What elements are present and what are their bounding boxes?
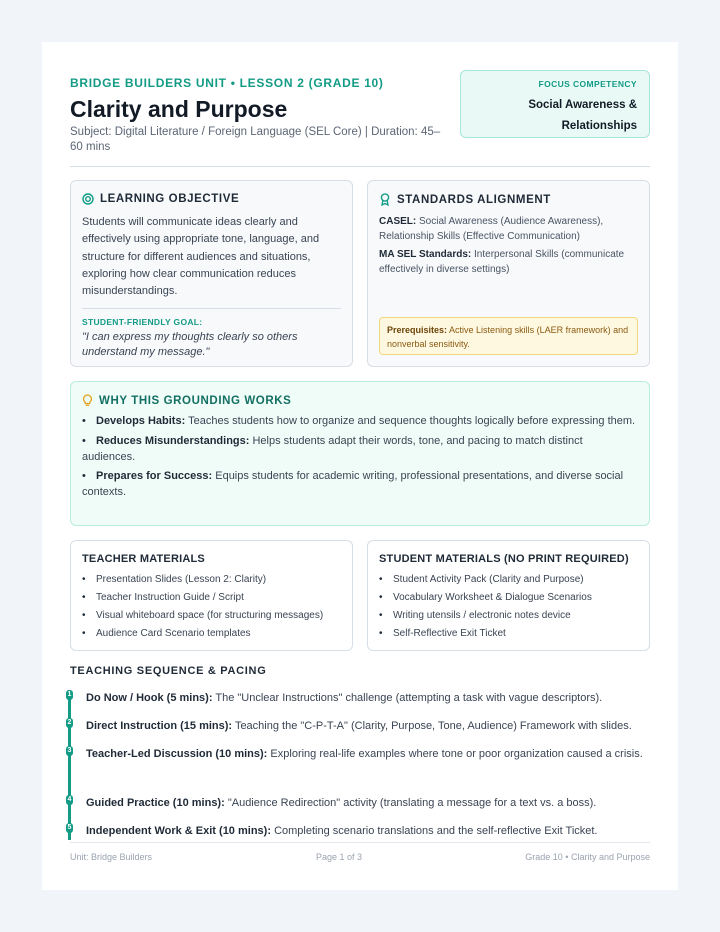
list-item: • Vocabulary Worksheet & Dialogue Scenarios — [379, 592, 592, 603]
timeline-line — [68, 690, 71, 840]
prerequisites-note — [379, 317, 638, 355]
ma-standard — [379, 247, 638, 277]
material-text: Vocabulary Worksheet & Dialogue Scenarios — [393, 592, 592, 603]
prereq-label: Prerequisites: — [387, 325, 448, 335]
step-text: The "Unclear Instructions" challenge (attempting a task with vague descriptors). — [215, 692, 603, 704]
list-item: • Writing utensils / electronic notes device — [379, 610, 571, 621]
why-item-label: Reduces Misunderstandings: — [96, 434, 250, 447]
goal-label: STUDENT-FRIENDLY GOAL: — [82, 317, 203, 328]
why-heading — [82, 394, 638, 407]
why-heading-text: WHY THIS GROUNDING WORKS — [99, 394, 292, 407]
objective-text: Students will communicate ideas clearly and effectively using appropriate tone, language, and structure for different audiences and situations, exploring how clear communication reduces misunderstandings. — [82, 216, 320, 298]
footer-unit: Unit: Bridge Builders — [70, 852, 153, 862]
sequence-timeline — [67, 690, 650, 842]
step-number: 1 — [67, 691, 72, 698]
why-item-label: Develops Habits: — [96, 415, 186, 427]
sequence-title: TEACHING SEQUENCE & PACING — [70, 665, 267, 677]
step-label: Do Now / Hook (5 mins): — [86, 692, 213, 704]
step-text: "Audience Redirection" activity (translating a message for a text vs. a boss). — [227, 797, 597, 809]
step-label: Guided Practice (10 mins): — [86, 797, 225, 809]
sequence-step — [86, 688, 648, 709]
goal-text: "I can express my thoughts clearly so others understand my message." — [82, 331, 298, 358]
casel-standard — [379, 214, 638, 244]
lesson-page — [42, 42, 678, 890]
learning-objective-card — [70, 180, 353, 367]
material-text: Self-Reflective Exit Ticket — [393, 628, 506, 639]
sequence-step — [86, 793, 648, 814]
standards-heading-text: STANDARDS ALIGNMENT — [397, 193, 551, 206]
material-text: Writing utensils / electronic notes device — [393, 610, 571, 621]
list-item: • Teacher Instruction Guide / Script — [82, 592, 244, 603]
material-text: Visual whiteboard space (for structuring messages) — [96, 610, 324, 621]
material-text: Audience Card Scenario templates — [96, 628, 251, 639]
step-number: 5 — [67, 824, 72, 831]
casel-text: Social Awareness (Audience Awareness), Relationship Skills (Effective Communication) — [379, 216, 604, 242]
step-number: 2 — [67, 719, 72, 726]
list-item: • Reduces Misunderstandings: Helps students adapt their words, tone, and pacing to match distinct audiences. — [82, 434, 583, 463]
focus-value: Social Awareness & Relationships — [528, 99, 637, 132]
sequence-step — [86, 716, 648, 737]
focus-label: FOCUS COMPETENCY — [538, 79, 637, 89]
objective-heading — [82, 193, 341, 205]
list-item: • Prepares for Success: Equips students for academic writing, professional presentations, and diverse social contexts. — [82, 470, 624, 498]
teacher-materials-list — [82, 571, 341, 643]
step-text: Teaching the "C-P-T-A" (Clarity, Purpose, Tone, Audience) Framework with slides. — [234, 720, 632, 732]
why-list — [82, 413, 638, 500]
student-goal — [82, 308, 341, 359]
prereq-text: Active Listening skills (LAER framework) and nonverbal sensitivity. — [387, 325, 629, 349]
list-item: • Presentation Slides (Lesson 2: Clarity) — [82, 574, 267, 585]
casel-label: CASEL: — [379, 216, 417, 227]
page-footer — [70, 842, 650, 870]
why-item-text: Teaches students how to organize and sequence thoughts logically before expressing them. — [188, 415, 636, 427]
page-title: Clarity and Purpose — [70, 96, 288, 122]
lightbulb-icon — [82, 394, 93, 407]
list-item: • Visual whiteboard space (for structuring messages) — [82, 610, 324, 621]
why-item-label: Prepares for Success: — [96, 470, 213, 482]
lesson-header — [70, 42, 650, 167]
list-item: • Student Activity Pack (Clarity and Purpose) — [379, 574, 584, 585]
ribbon-icon — [379, 193, 391, 206]
ma-text: Interpersonal Skills (communicate effectively in diverse settings) — [379, 249, 625, 275]
footer-lesson: Grade 10 • Clarity and Purpose — [525, 852, 650, 862]
student-materials-title: STUDENT MATERIALS (NO PRINT REQUIRED) — [379, 553, 629, 565]
step-text: Exploring real-life examples where tone or poor organization caused a crisis. — [270, 748, 643, 760]
step-label: Independent Work & Exit (10 mins): — [86, 825, 271, 837]
material-text: Presentation Slides (Lesson 2: Clarity) — [96, 574, 267, 585]
step-number: 3 — [67, 747, 72, 754]
material-text: Student Activity Pack (Clarity and Purpose) — [393, 574, 584, 585]
list-item: • Audience Card Scenario templates — [82, 628, 251, 639]
sequence-step — [86, 744, 648, 765]
step-label: Teacher-Led Discussion (10 mins): — [86, 748, 268, 760]
list-item: • Develops Habits: Teaches students how to organize and sequence thoughts logically before expressing them. — [82, 415, 636, 427]
material-text: Teacher Instruction Guide / Script — [96, 592, 244, 603]
student-materials-card — [367, 540, 650, 651]
teacher-materials-title: TEACHER MATERIALS — [82, 553, 205, 565]
target-icon — [82, 193, 94, 205]
why-item-text: Helps students adapt their words, tone, and pacing to match distinct audiences. — [82, 434, 583, 463]
standards-heading — [379, 193, 638, 206]
step-number: 4 — [67, 796, 72, 803]
standards-card — [367, 180, 650, 367]
list-item: • Self-Reflective Exit Ticket — [379, 628, 506, 639]
ma-label: MA SEL Standards: — [379, 249, 472, 260]
unit-kicker: BRIDGE BUILDERS UNIT • LESSON 2 (GRADE 10) — [70, 76, 384, 90]
focus-competency-badge — [460, 70, 650, 138]
teacher-materials-card — [70, 540, 353, 651]
subject-line: Subject: Digital Literature / Foreign Language (SEL Core) | Duration: 45–60 mins — [70, 126, 441, 153]
student-materials-list — [379, 571, 638, 643]
footer-page-number: Page 1 of 3 — [316, 852, 363, 862]
step-text: Completing scenario translations and the self-reflective Exit Ticket. — [274, 825, 598, 837]
step-label: Direct Instruction (15 mins): — [86, 720, 233, 732]
sequence-step — [86, 821, 648, 842]
why-grounding-card — [70, 381, 650, 526]
objective-heading-text: LEARNING OBJECTIVE — [100, 193, 240, 205]
why-item-text: Equips students for academic writing, professional presentations, and diverse social contexts. — [82, 470, 624, 498]
